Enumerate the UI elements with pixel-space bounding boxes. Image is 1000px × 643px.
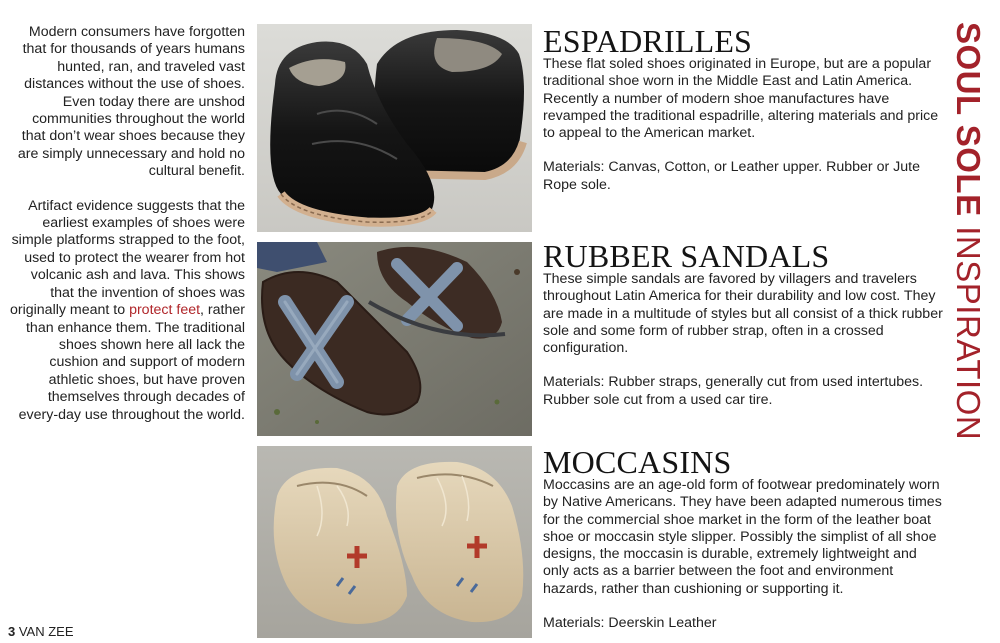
moccasins-photo [257,446,532,638]
espadrilles-description: These flat soled shoes originated in Europe, but are a popular traditional shoe worn in the Middle East and Latin America. Recently a number of modern shoe manufactures have revamped the traditional espadrille, altering materials and price to appeal to the American market. [543,56,939,142]
moccasins-heading: MOCCASINS [543,444,732,480]
rubber-sandals-heading: RUBBER SANDALS [543,238,830,274]
intro-paragraph-2-end: , rather than enhance them. The traditional shoes shown here all lack the cushion and support of modern athletic shoes, but have proven themselves through decades of every-day use throughout the world. [18,302,245,423]
rubber-sandals-section [543,238,943,409]
espadrilles-materials: Materials: Canvas, Cotton, or Leather upper. Rubber or Jute Rope sole. [543,159,920,193]
espadrilles-section [543,23,943,194]
intro-paragraph-2-start: Artifact evidence suggests that the earliest examples of shoes were simple platforms strapped to the foot, used to protect the wearer from hot volcanic ash and lava. This shows that the invention of shoes was originally meant to [9,197,245,319]
rubber-sandals-description: These simple sandals are favored by villagers and travelers throughout Latin America for their durability and low cost. They are made in a multitude of styles but all consist of a thick rubber sole and some form of rubber strap, often in a crossed configuration. [543,271,943,357]
espadrilles-heading: ESPADRILLES [543,23,753,59]
intro-paragraph-1: Modern consumers have forgotten that for thousands of years humans hunted, ran, and traveled vast distances without the use of shoes. Even today there are unshod communities throughout the world that don’t wear shoes because they are simply unnecessary and hold no cultural benefit. [17,24,245,180]
side-title [950,22,986,492]
page-number: 3 [8,624,16,639]
intro-text [8,24,245,441]
author-name: VAN ZEE [15,624,74,639]
moccasins-materials: Materials: Deerskin Leather [543,615,717,632]
protect-feet-highlight: protect feet [129,302,201,319]
rubber-sandals-materials: Materials: Rubber straps, generally cut from used intertubes. Rubber sole cut from a used car tire. [543,374,924,408]
side-title-bold: SOUL SOLE [950,22,987,217]
page-footer [8,624,74,639]
side-title-light: INSPIRATION [950,216,987,441]
moccasins-section [543,444,943,632]
side-title-text [950,22,986,440]
espadrilles-photo [257,24,532,232]
rubber-sandals-photo [257,242,532,436]
moccasins-description: Moccasins are an age-old form of footwear predominately worn by Native Americans. They have been adapted numerous times for the commercial shoe market in the form of the leather boat shoe or moccasin style slipper. Possibly the simplist of all shoe designs, the moccasin is durable, extremely lightweight and only acts as a barrier between the foot and environment hazards, rather than cushioning or supporting it. [543,477,942,597]
intro-paragraph-2 [8,198,245,424]
